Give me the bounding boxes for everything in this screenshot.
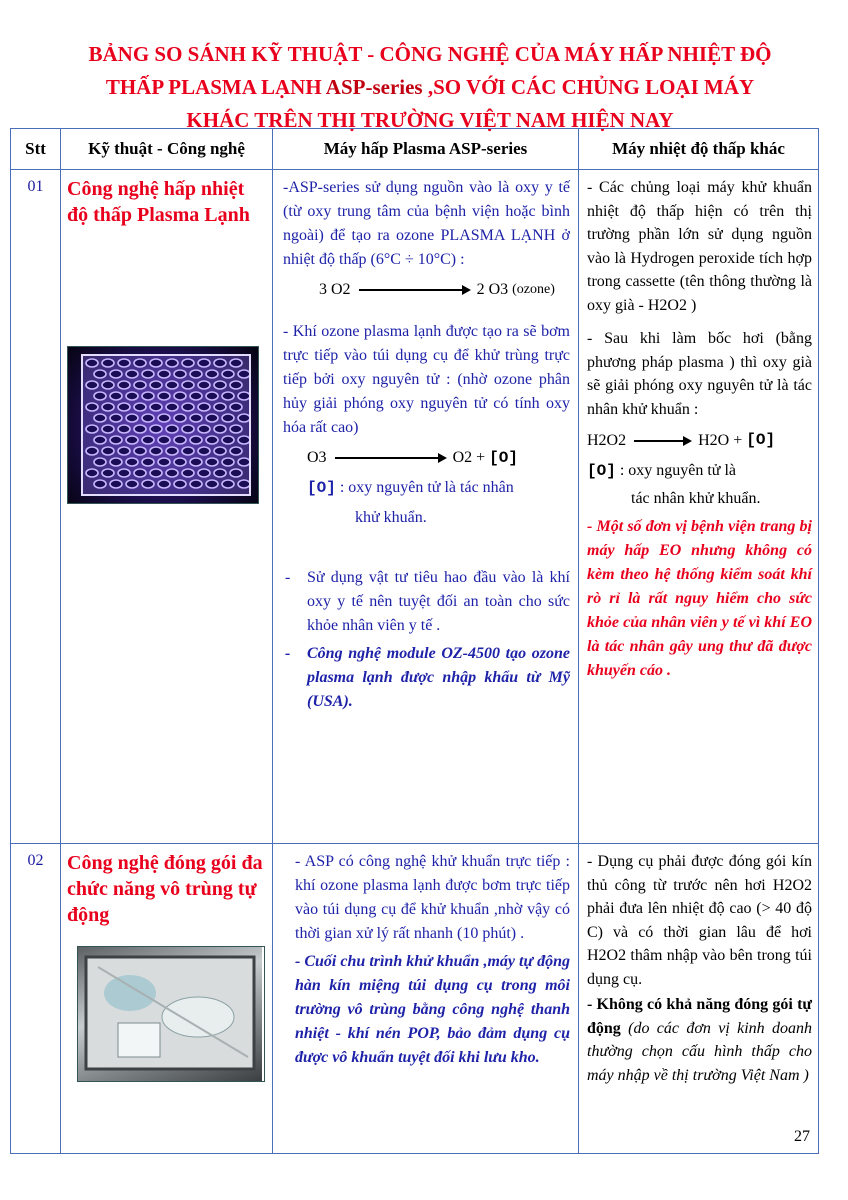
row1-tech — [61, 170, 273, 844]
title-line-1: BẢNG SO SÁNH KỸ THUẬT - CÔNG NGHỆ CỦA MÁY HẤP NHIỆT ĐỘ — [88, 42, 772, 66]
header-asp: Máy hấp Plasma ASP-series — [273, 129, 579, 170]
row1-other — [579, 170, 819, 844]
eq2-left: O3 — [307, 449, 327, 466]
table-header-row — [11, 129, 819, 170]
row1-asp-p2: - Khí ozone plasma lạnh được tạo ra sẽ bơm trực tiếp vào túi dụng cụ để khử trùng trực tiếp bởi oxy nguyên tử : (nhờ ozone phân hủy giải phóng oxy nguyên tử có tính oxy hóa rất cao) — [283, 323, 570, 436]
title-line-2 — [40, 71, 820, 104]
row2-other-p2-bold: - Không có khả năng đóng gói tự động — [587, 996, 812, 1037]
page-number: 27 — [794, 1128, 810, 1145]
row2-other-p2 — [587, 993, 812, 1087]
eq2-atomic-oxygen: [O] — [489, 449, 518, 467]
o-text-2: khử khuẩn. — [355, 509, 427, 526]
title-asp-series: ASP-series — [325, 75, 423, 99]
title-line-2-post: ,SO VỚI CÁC CHỦNG LOẠI MÁY — [422, 75, 755, 99]
row1-other-o-note — [587, 459, 812, 511]
page-title — [40, 38, 820, 137]
row2-asp-p2: - Cuối chu trình khử khuẩn ,máy tự động hàn kín miệng túi dụng cụ trong môi trường vô trùng bằng công nghệ thanh nhiệt - khí nén POP, bảo đảm dụng cụ được vô khuẩn tuyệt đối khi lưu kho. — [295, 953, 570, 1066]
row2-tech-title: Công nghệ đóng gói đa chức năng vô trùng tự động — [67, 852, 263, 926]
comparison-table — [10, 128, 819, 1154]
eq1-right: 2 O3 — [476, 281, 509, 298]
row2-asp-p1: - ASP có công nghệ khử khuẩn trực tiếp : khí ozone plasma lạnh được bơm trực tiếp vào túi dụng cụ để khử khuẩn ,nhờ vậy có thời gian xử lý rất nhanh (10 phút) . — [295, 853, 570, 942]
row1-asp-bullets — [283, 566, 570, 714]
eq-left: H2O2 — [587, 432, 627, 449]
row2-asp — [273, 844, 579, 1154]
plasma-grid-image — [67, 346, 259, 504]
o-text: : oxy nguyên tử là tác nhân — [339, 479, 514, 496]
header-tech: Kỹ thuật - Công nghệ — [61, 129, 273, 170]
arrow-icon — [634, 440, 690, 442]
o-text-2: tác nhân khử khuẩn. — [631, 490, 761, 507]
row2-other-p2-italic: (do các đơn vị kinh doanh thường chọn cấu hình thấp cho máy nhập về thị trường Việt Nam ) — [587, 1019, 812, 1084]
packaging-tray-image — [77, 946, 265, 1082]
equation-h2o2 — [587, 429, 812, 453]
arrow-icon — [335, 457, 445, 459]
eq1-left: 3 O2 — [319, 281, 351, 298]
eq-atomic-oxygen: [O] — [746, 431, 776, 449]
row2-tech — [61, 844, 273, 1154]
table-row — [11, 170, 819, 844]
title-line-2-pre: THẤP PLASMA LẠNH — [105, 75, 326, 99]
o-label: [O] — [587, 461, 616, 480]
o-text: : oxy nguyên tử là — [619, 461, 737, 479]
row1-other-p2: - Sau khi làm bốc hơi (bằng phương pháp plasma ) thì oxy già sẽ giải phóng oxy nguyên tử là tác nhân khử khuẩn : — [587, 330, 812, 418]
row1-asp-p1: -ASP-series sử dụng nguồn vào là oxy y tế (từ oxy trung tâm của bệnh viện hoặc bình ngoài) để tạo ra ozone PLASMA LẠNH ở nhiệt độ thấp (6°C ÷ 10°C) : — [283, 179, 570, 268]
row1-asp-o-note — [283, 476, 570, 530]
packaging-tray-graphic — [78, 947, 262, 1081]
row1-other-warning: - Một số đơn vị bệnh viện trang bị máy hấp EO nhưng không có kèm theo hệ thống kiểm soát khí rò rỉ là rất nguy hiểm cho sức khỏe của nhân viên y tế vì khí EO là tác nhân gây ung thư đã được khuyến cáo . — [587, 517, 812, 679]
equation-o3-decomposition — [283, 446, 570, 470]
title-line-3: KHÁC TRÊN THỊ TRƯỜNG VIỆT NAM HIỆN NAY — [186, 108, 674, 132]
header-other: Máy nhiệt độ thấp khác — [579, 129, 819, 170]
o-label: [O] — [307, 479, 336, 497]
row1-asp-bullet-2: - Công nghệ module OZ-4500 tạo ozone plasma lạnh được nhập khẩu từ Mỹ (USA). — [283, 642, 570, 714]
table-row — [11, 844, 819, 1154]
row1-tech-title: Công nghệ hấp nhiệt độ thấp Plasma Lạnh — [67, 178, 250, 226]
row2-other — [579, 844, 819, 1154]
row1-other-p1: - Các chủng loại máy khử khuẩn nhiệt độ thấp hiện có trên thị trường phần lớn sử dụng nguồn vào là Hydrogen peroxide tích hợp trong cassette (tên thông thường là oxy già - H2O2 ) — [587, 179, 812, 314]
arrow-icon — [359, 289, 469, 291]
row1-stt: 01 — [11, 170, 61, 844]
eq2-right: O2 + — [452, 449, 486, 466]
equation-o2-to-o3 — [283, 278, 570, 302]
row1-asp-bullet-1: - Sử dụng vật tư tiêu hao đầu vào là khí oxy y tế nên tuyệt đối an toàn cho sức khỏe nhân viên y tế . — [283, 566, 570, 638]
eq1-note: (ozone) — [512, 282, 555, 297]
plasma-hexagon-grid — [67, 347, 259, 504]
eq-right: H2O + — [698, 432, 743, 449]
header-stt: Stt — [11, 129, 61, 170]
row2-other-p1: - Dụng cụ phải được đóng gói kín thủ công từ trước nên hơi H2O2 phải đưa lên nhiệt độ cao (> 40 độ C) và có thời gian lâu để hơi H2O2 thâm nhập vào bên trong túi dụng cụ. — [587, 853, 812, 988]
row2-stt: 02 — [11, 844, 61, 1154]
row1-asp — [273, 170, 579, 844]
